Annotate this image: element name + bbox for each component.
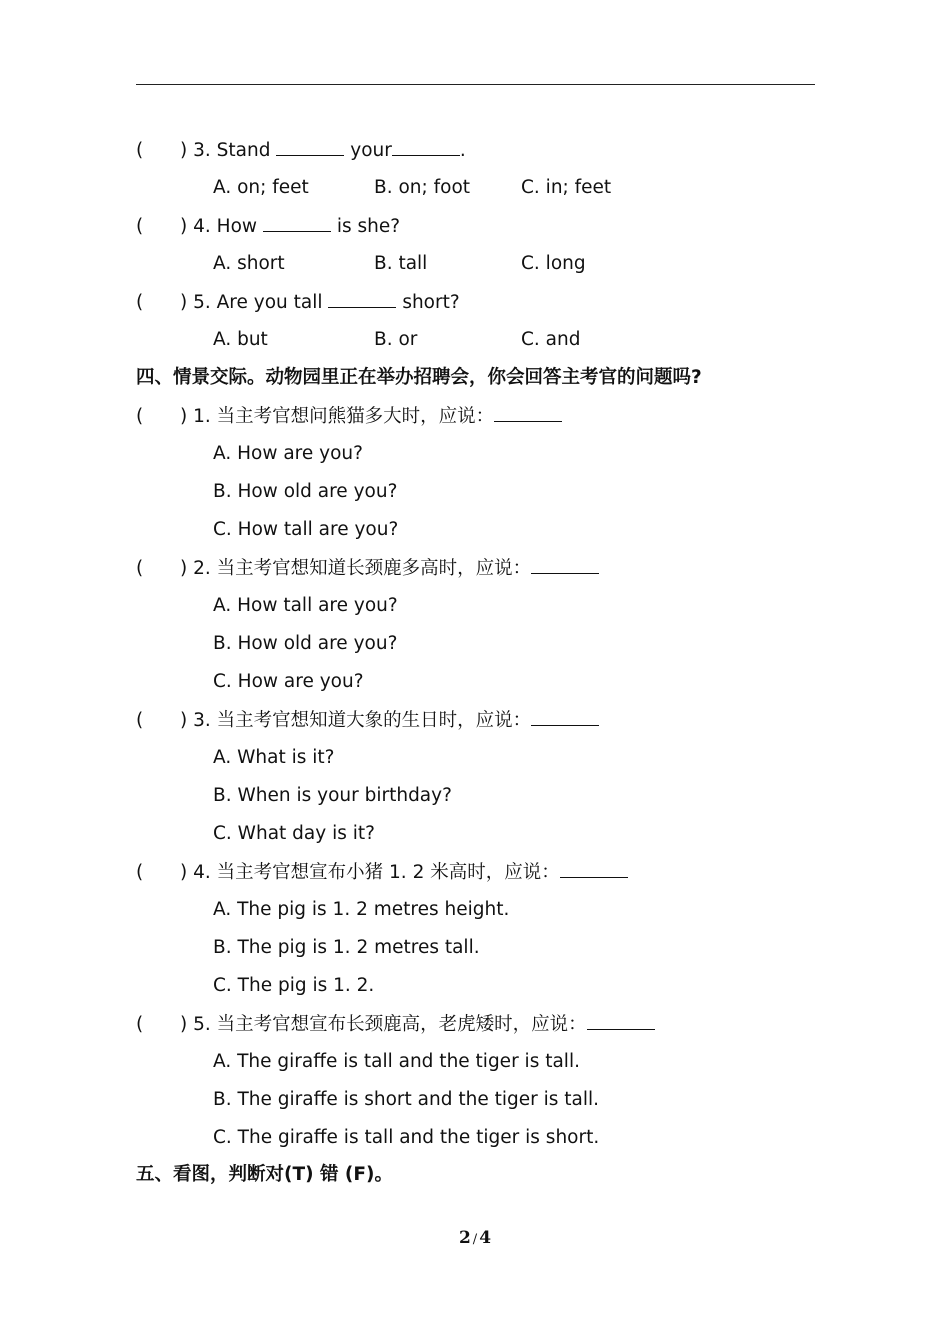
option-b[interactable]: B. How old are you? [213,633,398,654]
question-4-5: ( ) 5. 当主考官想宣布长颈鹿高，老虎矮时，应说： [136,1012,655,1037]
answer-paren[interactable]: ( [136,710,144,731]
option-c[interactable]: C. The giraffe is tall and the tiger is short. [213,1127,600,1148]
option-c[interactable]: C. What day is it? [213,823,375,844]
answer-paren[interactable]: ( [136,862,144,883]
option-c[interactable]: C. The pig is 1. 2. [213,975,375,996]
option-b[interactable]: B. on; foot [374,177,471,198]
option-a[interactable]: A. but [213,329,268,350]
option-c[interactable]: C. How tall are you? [213,519,399,540]
option-a[interactable]: A. What is it? [213,747,335,768]
option-c[interactable]: C. long [521,253,586,274]
header-rule [136,84,815,85]
answer-paren[interactable]: ( [136,1014,144,1035]
current-page: 2 [458,1228,471,1248]
question-4-1: ( ) 1. 当主考官想问熊猫多大时，应说： [136,404,562,429]
option-c[interactable]: C. in; feet [521,177,612,198]
answer-paren[interactable]: ( [136,292,144,313]
option-a[interactable]: A. The giraffe is tall and the tiger is tall. [213,1051,580,1072]
answer-blank[interactable] [328,290,396,308]
answer-blank[interactable] [276,138,344,156]
answer-blank[interactable] [263,214,331,232]
option-b[interactable]: B. The giraffe is short and the tiger is tall. [213,1089,599,1110]
option-b[interactable]: B. tall [374,253,428,274]
page-number [0,1228,950,1248]
question-3-3: ( ) 3. Stand your . [136,140,466,161]
page-separator: / [472,1232,478,1247]
option-b[interactable]: B. or [374,329,418,350]
section-5-heading: 五、看图，判断对(T) 错 (F)。 [136,1164,393,1185]
option-a[interactable]: A. on; feet [213,177,309,198]
total-pages: 4 [479,1228,492,1248]
answer-blank[interactable] [494,404,562,422]
question-4-2: ( ) 2. 当主考官想知道长颈鹿多高时，应说： [136,556,599,581]
answer-paren[interactable]: ( [136,140,144,161]
option-c[interactable]: C. How are you? [213,671,364,692]
question-3-5: ( ) 5. Are you tall short? [136,292,460,313]
option-b[interactable]: B. How old are you? [213,481,398,502]
option-b[interactable]: B. The pig is 1. 2 metres tall. [213,937,480,958]
answer-blank[interactable] [531,708,599,726]
question-4-3: ( ) 3. 当主考官想知道大象的生日时，应说： [136,708,599,733]
option-a[interactable]: A. How tall are you? [213,595,398,616]
section-4-heading: 四、情景交际。动物园里正在举办招聘会，你会回答主考官的问题吗? [136,367,702,388]
answer-paren[interactable]: ( [136,558,144,579]
question-4-4: ( ) 4. 当主考官想宣布小猪 1. 2 米高时，应说： [136,860,628,885]
answer-blank[interactable] [587,1012,655,1030]
option-c[interactable]: C. and [521,329,581,350]
answer-paren[interactable]: ( [136,406,144,427]
option-a[interactable]: A. How are you? [213,443,363,464]
answer-blank[interactable] [392,138,460,156]
option-a[interactable]: A. The pig is 1. 2 metres height. [213,899,510,920]
option-b[interactable]: B. When is your birthday? [213,785,452,806]
answer-paren[interactable]: ( [136,216,144,237]
option-a[interactable]: A. short [213,253,285,274]
question-3-4: ( ) 4. How is she? [136,216,401,237]
answer-blank[interactable] [560,860,628,878]
answer-blank[interactable] [531,556,599,574]
